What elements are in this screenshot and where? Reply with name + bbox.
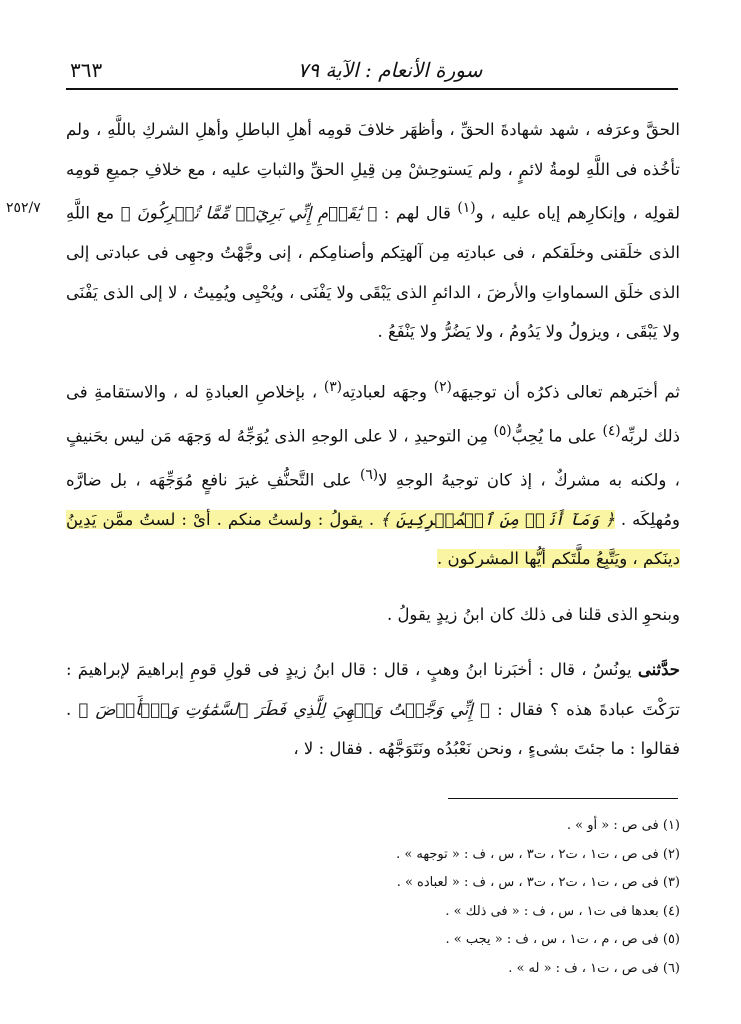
- footnote-ref: (٢): [433, 378, 452, 395]
- footnote: (٦) فى ص ، ت١ ، ف : « له » .: [508, 960, 680, 976]
- highlighted-passage: [66, 510, 680, 569]
- paragraph-2: [66, 368, 680, 579]
- page-number: ٣٦٣: [70, 58, 103, 82]
- paragraph-3: وبنحوِ الذى قلنا فى ذلك كان ابنُ زيدٍ يقولُ .: [386, 604, 680, 624]
- text-run: ثم أخبَرهم تعالى ذكرُه أن توجيهَه: [451, 382, 681, 401]
- text-run: وجهَه لعبادتِه: [341, 382, 434, 401]
- footnote-ref: (٦): [360, 466, 379, 483]
- margin-reference: ٢٥٢/٧: [6, 200, 41, 216]
- quran-verse: ﴿ وَمَآ أَنَا۠ مِنَ ٱلۡمُشۡرِكِينَ ﴾: [380, 509, 615, 529]
- text-run: . يقولُ : ولستُ منكم . أىْ : لستُ ممَّن يَدِينُ دينَكم ، ويَتَّبِعُ ملَّتَكم أيُّها المشركون .: [66, 509, 680, 568]
- paragraph-4: [66, 650, 680, 769]
- footnote: (٥) فى ص ، م ، ت١ ، س ، ف : « يجب » .: [445, 932, 680, 947]
- footnote: (١) فى ص : « أو » .: [566, 818, 680, 833]
- text-run: الحقَّ وعرَفه ، شهد شهادةَ الحقِّ ، وأظهَر خلافَ قومِه أهلِ الباطلِ وأهلِ الشركِ باللَّهِ ، ولم تأخُذه فى اللَّهِ لومةُ لائمٍ ، ولم يَستوحِشْ مِن قِيلِ الحقِّ والثباتِ عليه ، مع خلافِ جميعِ قومِه لقولِه ، وإنكارِهم إياه عليه ، و: [66, 120, 681, 223]
- text-run: ، بإخلاصِ العبادةِ له ، والاستقامةِ فى ذلك لربِّه: [66, 382, 680, 445]
- footnote-ref: (١): [457, 200, 476, 216]
- header-divider: [66, 88, 678, 90]
- text-run: . فقالوا : ما جئتَ بشىءٍ ، ونحن نَعْبُدُه ونَتَوَجَّهُه . فقال : لا ،: [66, 699, 680, 758]
- quran-verse: ﴿ إِنِّي وَجَّهۡتُ وَجۡهِيَ لِلَّذِي فَطَرَ ٱلسَّمَٰوَٰتِ وَٱلۡأَرۡضَ ﴾: [78, 699, 490, 719]
- text-run: على التَّحنُّفِ غيرَ نافعٍ مُوَجِّهَه ، بل ضارَّه ومُهلِكَه .: [66, 470, 680, 529]
- text-run: يونُسُ ، قال : أخبَرنا ابنُ وهبٍ ، قال : قال ابنُ زيدٍ فى قولِ قومِ إبراهيمَ لإبراهيمَ : ترَكْتَ عبادةَ هذه ؟ فقال :: [66, 660, 680, 719]
- footnote: (٢) فى ص ، ت١ ، ت٢ ، ت٣ ، س ، ف : « توجهه » .: [396, 846, 680, 862]
- footnotes: [300, 812, 680, 983]
- footnote-ref: (٤): [602, 422, 621, 439]
- footnote-divider: [448, 798, 678, 799]
- footnote: (٤) بعدها فى ت١ ، س ، ف : « فى ذلك » .: [445, 903, 680, 919]
- text-run: قال لهم :: [377, 203, 458, 223]
- narration-keyword: حدَّثنى: [637, 660, 680, 679]
- quran-verse: ﴿ يَٰقَوۡمِ إِنِّي بَرِيٓءٞ مِّمَّا تُشۡرِكُونَ ﴾: [120, 203, 378, 223]
- main-text: [66, 110, 680, 785]
- footnote: (٣) فى ص ، ت١ ، ت٢ ، ت٣ ، س ، ف : « لعباده » .: [396, 875, 680, 890]
- paragraph-1: [66, 110, 680, 352]
- text-run: مع اللَّهِ الذى خلَقنى وخلَقكم ، فى عبادتِه مِن آلهتِكم وأصنامِكم ، إنى وجَّهْتُ وجهِى فى عبادتى إلى الذى خلَق السماواتِ والأرضَ ، الدائمِ الذى يَبْقَى ولا يَفْنَى ، ويُحْيِى ويُمِيتُ ، لا إلى الذى يَفْنَى ولا يَبْقَى ، ويزولُ ولا يَدُومُ ، ولا يَضُرُّ ولا يَنْفَعُ .: [66, 203, 680, 341]
- footnote-ref: (٥): [493, 422, 512, 439]
- text-run: على ما يُحِبُّ: [511, 426, 603, 445]
- text-run: مِن التوحيدِ ، لا على الوجهِ الذى يُوَجِّهُ له وَجهَه مَن ليس بحَنيفٍ ، ولكنه به مشركٌ ، إذ كان توجيهُ الوجهِ لا: [66, 426, 680, 489]
- running-header-title: سورة الأنعام : الآية ٧٩: [297, 58, 483, 82]
- footnote-ref: (٣): [323, 378, 342, 395]
